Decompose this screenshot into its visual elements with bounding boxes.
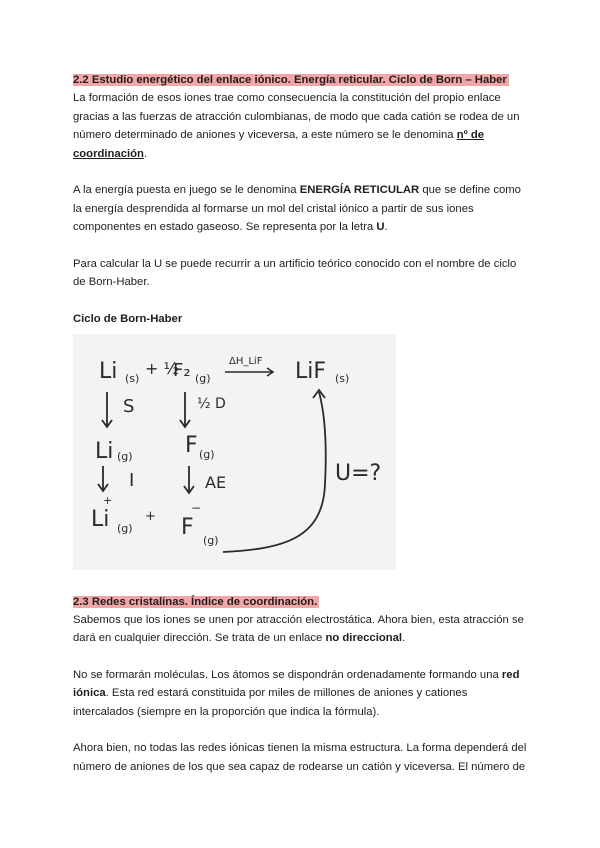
text: que se define como la energía desprendida al formarse un mol del cristal iónico a partir de sus iones componentes en estado gaseoso. Se representa por la letra (73, 184, 521, 233)
born-haber-photo (73, 334, 396, 570)
label-s: S (123, 395, 135, 417)
text: No se formarán moléculas. Los átomos se dispondrán ordenadamente formando una (73, 668, 502, 681)
term-u: U (376, 221, 385, 233)
text: La formación de esos iones trae como consecuencia la constitución del propio enlace gracias a las fuerzas de atracción culombianas, de modo que cada catión se rodea de un número determinado de aniones y viceversa, a este número se le denomina (73, 92, 520, 141)
paragraph-ionic-formation (73, 89, 528, 163)
label-u-question: U=? (335, 460, 382, 486)
label-li-plus-state: (g) (117, 521, 133, 535)
label-li-g-state: (g) (117, 449, 133, 463)
term-red-ionica: red iónica (73, 668, 520, 699)
label-i: I (129, 469, 135, 491)
paragraph-lattice-structure: Ahora bien, no todas las redes iónicas tienen la misma estructura. La forma dependerá del número de aniones de los que sea capaz de rodearse un catión y viceversa. El número de (73, 742, 527, 773)
text: Sabemos que los iones se unen por atracción electrostática. Ahora bien, esta atracción se dará en cualquier dirección. Se trata de un enlace (73, 613, 524, 644)
label-f2: F₂ (173, 359, 191, 381)
paragraph-lattice-energy (73, 181, 528, 237)
term-no-direccional: no direccional (325, 632, 403, 644)
section-heading-2-3: 2.3 Redes cristalinas. Índice de coordinación. (73, 595, 318, 608)
paragraph-born-haber-intro: Para calcular la U se puede recurrir a un artificio teórico conocido con el nombre de ciclo de Born-Haber. (73, 257, 517, 288)
subheading-born-haber: Ciclo de Born-Haber (73, 312, 183, 325)
document-page (73, 70, 528, 776)
label-f2-state: (g) (195, 371, 211, 385)
paragraph-electrostatic (73, 611, 528, 648)
label-lif: LiF (295, 358, 327, 384)
label-f-g: F (185, 432, 198, 458)
label-li-s-state: (s) (125, 371, 140, 385)
label-f-g-state: (g) (199, 447, 215, 461)
label-f-minus-state: (g) (203, 533, 219, 547)
paragraph-ionic-lattice (73, 666, 528, 722)
section-heading-2-2: 2.2 Estudio energético del enlace iónico. Energía reticular. Ciclo de Born – Haber (73, 74, 507, 86)
text: . Esta red estará constituida por miles de millones de aniones y cationes intercalados (siempre en la proporción que indica la fórmula). (73, 687, 468, 718)
text: . (143, 147, 148, 160)
term-coordination-number: nº de coordinación (73, 129, 485, 160)
term-energia-reticular: ENERGÍA RETICULAR (299, 184, 420, 196)
label-li-plus: Li (91, 506, 110, 532)
label-half-d: ½ D (197, 395, 226, 412)
label-f-minus: F (181, 514, 194, 540)
label-li-s: Li (99, 358, 118, 384)
label-li-plus-tail: + (145, 508, 156, 524)
label-lif-state: (s) (335, 371, 350, 385)
text: A la energía puesta en juego se le denomina (73, 184, 300, 196)
label-delta-h-lif: ΔH_LiF (229, 355, 263, 367)
label-f-minus-charge: − (191, 500, 202, 515)
text: . (402, 632, 406, 644)
label-li-plus-charge: + (103, 493, 113, 507)
label-ae: AE (205, 472, 227, 492)
label-plus-half: + ½ (145, 358, 179, 378)
label-li-g: Li (95, 438, 114, 464)
text: . (384, 221, 388, 233)
